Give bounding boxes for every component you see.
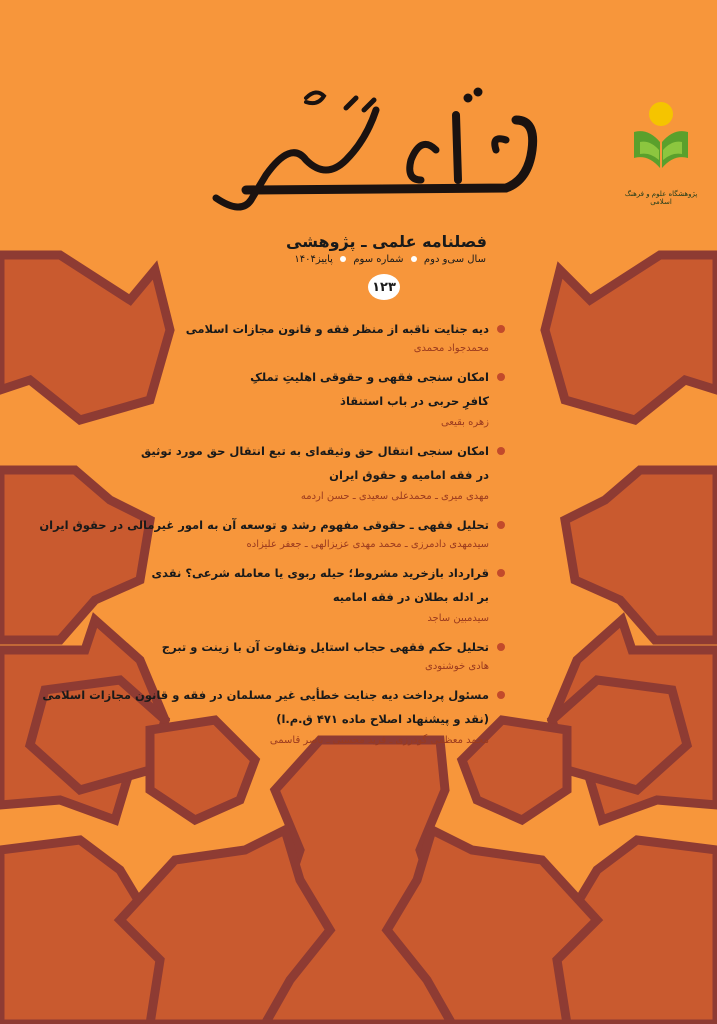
article-authors: سیدمهدی دادمرزی ـ محمد مهدی عزیزالهی ـ جعفر علیزاده bbox=[246, 539, 489, 550]
article-title: دیه جنایت ناقبه از منظر فقه و قانون مجازات اسلامی bbox=[185, 322, 489, 336]
article-title: تحلیل فقهی ـ حقوقی مفهوم رشد و توسعه آن به امور غیرمالی در حقوق ایران bbox=[39, 518, 489, 532]
pattern-hex-right-2 bbox=[565, 470, 717, 640]
issue-season: پاییز۱۴۰۴ bbox=[294, 254, 333, 265]
article-item bbox=[29, 514, 489, 554]
article-title: تحلیل حکم فقهی حجاب استایل وتفاوت آن با زینت و تبرج bbox=[161, 640, 489, 654]
table-of-contents bbox=[29, 318, 489, 758]
bullet-icon bbox=[497, 691, 505, 699]
article-title-continued: در فقه امامیه و حقوق ایران bbox=[329, 468, 489, 482]
article-title-continued: بر ادله بطلان در فقه امامیه bbox=[332, 590, 489, 604]
bullet-icon bbox=[497, 643, 505, 651]
article-title-continued: (نقد و پیشنهاد اصلاح ماده ۴۷۱ ق.م.ا) bbox=[276, 712, 489, 726]
issue-year: سال سی‌و دوم bbox=[423, 254, 486, 265]
article-item bbox=[29, 440, 489, 506]
bullet-icon bbox=[497, 521, 505, 529]
bullet-icon bbox=[497, 447, 505, 455]
article-authors: محمدجواد محمدی bbox=[413, 343, 489, 354]
article-item bbox=[29, 562, 489, 628]
article-item bbox=[29, 684, 489, 750]
article-item bbox=[29, 636, 489, 676]
article-authors: مهدی میری ـ محمدعلی سعیدی ـ حسن اردمه bbox=[300, 491, 489, 502]
article-title: امکان سنجی فقهی و حقوقی اهلیتِ تملکِ bbox=[250, 370, 489, 384]
article-title: امکان سنجی انتقال حق وثیقه‌ای به تبع انتقال حق مورد توثیق bbox=[140, 444, 489, 458]
article-authors: هادی خوشنودی bbox=[425, 661, 489, 672]
separator-dot-icon bbox=[411, 256, 417, 262]
issue-info bbox=[294, 254, 486, 265]
bullet-icon bbox=[497, 325, 505, 333]
publisher-name: پژوهشگاه علوم و فرهنگ اسلامی bbox=[624, 190, 698, 206]
journal-subtitle: فصلنامه علمی ـ پژوهشی bbox=[286, 232, 487, 251]
issue-number: شماره سوم bbox=[353, 254, 404, 265]
article-title-continued: کافرِ حربی در باب استنقاذ bbox=[340, 394, 489, 408]
article-item bbox=[29, 318, 489, 358]
article-authors: سیدمبین ساجد bbox=[427, 613, 489, 624]
article-authors: زهره بقیعی bbox=[440, 417, 489, 428]
article-authors: محمد معظمی گودرزی ـ فرید محسنی ـ ناصر قاسمی bbox=[269, 735, 489, 746]
publisher-logo-icon bbox=[630, 98, 692, 188]
issue-badge: ۱۲۳ bbox=[368, 274, 400, 300]
bullet-icon bbox=[497, 569, 505, 577]
bullet-icon bbox=[497, 373, 505, 381]
article-title: مسئول پرداخت دیه جنایت خطأیی غیر مسلمان در فقه و قانون مجازات اسلامی bbox=[42, 688, 489, 702]
separator-dot-icon bbox=[340, 256, 346, 262]
logo-sun-icon bbox=[649, 102, 673, 126]
pattern-star-right-1 bbox=[545, 255, 717, 420]
article-item bbox=[29, 366, 489, 432]
article-title: قرارداد بازخرید مشروط؛ حیله ربوی یا معامله شرعی؟ نقدی bbox=[151, 566, 489, 580]
